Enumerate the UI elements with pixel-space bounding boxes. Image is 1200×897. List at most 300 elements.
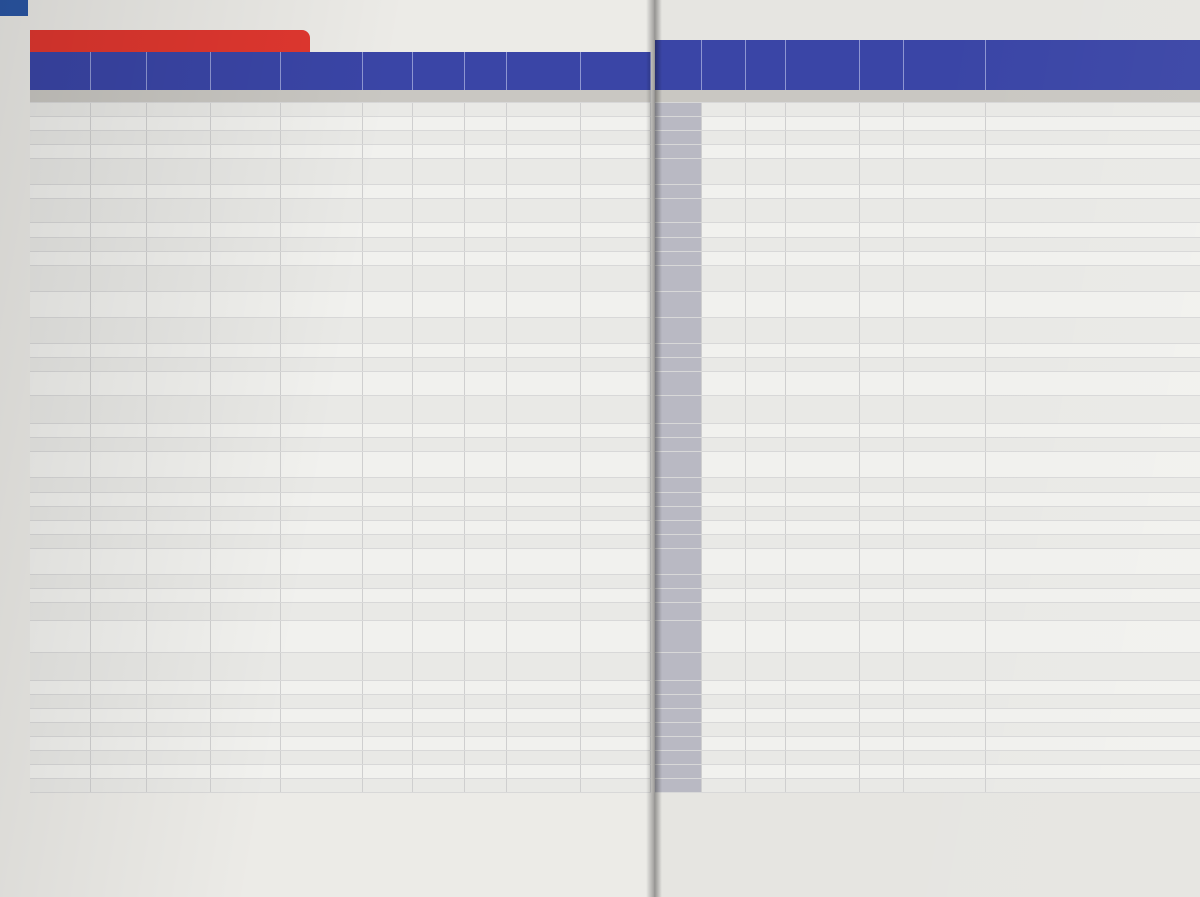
region-spacer <box>655 90 1200 102</box>
cell-prec <box>210 534 280 548</box>
cell-lat <box>30 158 90 184</box>
cell-le <box>506 237 580 251</box>
cell-prec <box>210 477 280 492</box>
cell-info <box>985 237 1200 251</box>
left-column-header <box>362 52 412 90</box>
cell-prec <box>210 506 280 520</box>
cell-info <box>985 708 1200 722</box>
cell-name <box>146 423 210 437</box>
cell-le <box>506 708 580 722</box>
cell-date <box>903 437 985 451</box>
cell-fond <box>745 778 785 792</box>
cell-poids <box>412 736 464 750</box>
cell-prec <box>210 144 280 158</box>
cell-bra <box>701 722 745 736</box>
cell-le <box>506 423 580 437</box>
cell-le <box>506 722 580 736</box>
cell-nat <box>362 251 412 265</box>
cell-lon <box>90 520 146 534</box>
cell-date <box>903 506 985 520</box>
cell-type <box>280 602 362 620</box>
table-row <box>30 750 650 764</box>
cell-date <box>903 395 985 423</box>
cell-date <box>903 251 985 265</box>
cell-bra <box>701 534 745 548</box>
cell-type <box>280 652 362 680</box>
cell-nat <box>785 371 859 395</box>
table-row <box>655 680 1200 694</box>
cell-lat <box>30 222 90 237</box>
cell-lo <box>464 357 506 371</box>
cell-poids <box>412 750 464 764</box>
cell-lat <box>30 102 90 116</box>
cell-lat <box>30 708 90 722</box>
table-row <box>30 222 650 237</box>
cell-name <box>146 395 210 423</box>
table-row <box>655 750 1200 764</box>
table-row <box>655 477 1200 492</box>
cell-info <box>985 620 1200 652</box>
cell-name <box>146 534 210 548</box>
cell-lo <box>464 198 506 222</box>
cell-nat <box>785 251 859 265</box>
right-table-body <box>655 90 1200 792</box>
cell-ori <box>859 574 903 588</box>
cell-prec <box>210 620 280 652</box>
cell-type <box>280 451 362 477</box>
cell-fond <box>745 492 785 506</box>
cell-lat <box>30 492 90 506</box>
cell-le <box>506 198 580 222</box>
cell-prec <box>210 237 280 251</box>
cell-lon <box>90 680 146 694</box>
cell-lon <box>90 371 146 395</box>
cell-prec <box>210 395 280 423</box>
cell-date <box>903 291 985 317</box>
cell-nat <box>362 492 412 506</box>
cell-lo <box>464 437 506 451</box>
cell-lon <box>90 144 146 158</box>
cell-lat <box>30 130 90 144</box>
cell-lo <box>464 343 506 357</box>
cell-lat <box>30 620 90 652</box>
cell-nat <box>785 602 859 620</box>
cell-bra <box>701 437 745 451</box>
cell-fond <box>745 116 785 130</box>
cell-date <box>903 574 985 588</box>
cell-lat <box>30 144 90 158</box>
cell-la <box>580 708 650 722</box>
cell-info <box>985 492 1200 506</box>
cell-le <box>506 343 580 357</box>
cell-ori <box>859 506 903 520</box>
cell-le <box>506 222 580 237</box>
cell-ori <box>859 708 903 722</box>
cell-lo <box>464 265 506 291</box>
cell-ori <box>859 602 903 620</box>
cell-fond <box>745 574 785 588</box>
cell-nat <box>362 548 412 574</box>
right-column-header <box>701 40 745 90</box>
cell-poids <box>412 694 464 708</box>
cell-le <box>506 451 580 477</box>
cell-type <box>280 371 362 395</box>
cell-lat <box>30 520 90 534</box>
table-row <box>655 736 1200 750</box>
cell-poids <box>412 548 464 574</box>
cell-poids <box>412 534 464 548</box>
cell-ori <box>859 130 903 144</box>
cell-nat <box>362 574 412 588</box>
cell-bra <box>701 130 745 144</box>
cell-lon <box>90 778 146 792</box>
cell-nat <box>362 506 412 520</box>
cell-prec <box>210 343 280 357</box>
right-table-header <box>655 40 1200 90</box>
cell-le <box>506 694 580 708</box>
cell-la <box>580 520 650 534</box>
cell-nat <box>362 708 412 722</box>
table-row <box>30 722 650 736</box>
cell-prec <box>210 371 280 395</box>
cell-nat <box>362 620 412 652</box>
table-row <box>30 437 650 451</box>
table-row <box>30 778 650 792</box>
cell-nat <box>362 750 412 764</box>
cell-ori <box>859 451 903 477</box>
table-row <box>30 652 650 680</box>
cell-le <box>506 492 580 506</box>
cell-le <box>506 736 580 750</box>
cell-nat <box>362 265 412 291</box>
cell-nat <box>362 534 412 548</box>
table-row <box>655 694 1200 708</box>
cell-bra <box>701 451 745 477</box>
cell-la <box>580 144 650 158</box>
cell-date <box>903 694 985 708</box>
cell-poids <box>412 237 464 251</box>
cell-type <box>280 588 362 602</box>
cell-prec <box>210 222 280 237</box>
cell-lo <box>464 477 506 492</box>
cell-type <box>280 520 362 534</box>
cell-nat <box>785 144 859 158</box>
cell-nat <box>785 477 859 492</box>
table-row <box>655 652 1200 680</box>
cell-prec <box>210 184 280 198</box>
cell-lon <box>90 534 146 548</box>
cell-lon <box>90 291 146 317</box>
table-row <box>30 102 650 116</box>
cell-date <box>903 764 985 778</box>
cell-lon <box>90 158 146 184</box>
cell-poids <box>412 102 464 116</box>
cell-nat <box>785 548 859 574</box>
cell-lon <box>90 477 146 492</box>
cell-ori <box>859 548 903 574</box>
cell-ori <box>859 694 903 708</box>
cell-la <box>580 602 650 620</box>
cell-prec <box>210 694 280 708</box>
cell-lat <box>30 198 90 222</box>
cell-lo <box>464 423 506 437</box>
cell-info <box>985 534 1200 548</box>
cell-ori <box>859 291 903 317</box>
cell-nat <box>785 520 859 534</box>
cell-lo <box>464 144 506 158</box>
cell-lon <box>90 437 146 451</box>
cell-poids <box>412 708 464 722</box>
cell-info <box>985 198 1200 222</box>
cell-la <box>580 534 650 548</box>
cell-type <box>280 102 362 116</box>
cell-bra <box>701 680 745 694</box>
cell-info <box>985 588 1200 602</box>
cell-date <box>903 477 985 492</box>
cell-ori <box>859 102 903 116</box>
cell-la <box>580 371 650 395</box>
cell-date <box>903 265 985 291</box>
cell-nat <box>362 451 412 477</box>
cell-prec <box>210 548 280 574</box>
cell-fond <box>745 317 785 343</box>
cell-name <box>146 357 210 371</box>
cell-bra <box>701 343 745 357</box>
table-row <box>655 237 1200 251</box>
cell-ori <box>859 680 903 694</box>
cell-nat <box>785 750 859 764</box>
cell-name <box>146 750 210 764</box>
cell-date <box>903 778 985 792</box>
cell-ori <box>859 423 903 437</box>
cell-date <box>903 750 985 764</box>
cell-nat <box>785 222 859 237</box>
cell-prec <box>210 102 280 116</box>
cell-date <box>903 184 985 198</box>
cell-lat <box>30 764 90 778</box>
table-row <box>30 423 650 437</box>
cell-fond <box>745 184 785 198</box>
cell-fond <box>745 251 785 265</box>
cell-name <box>146 520 210 534</box>
cell-info <box>985 317 1200 343</box>
cell-info <box>985 680 1200 694</box>
cell-date <box>903 451 985 477</box>
cell-date <box>903 708 985 722</box>
cell-lat <box>30 548 90 574</box>
table-row <box>655 102 1200 116</box>
cell-info <box>985 116 1200 130</box>
cell-prec <box>210 722 280 736</box>
cell-lon <box>90 116 146 130</box>
cell-nat <box>362 237 412 251</box>
table-row <box>655 116 1200 130</box>
cell-name <box>146 477 210 492</box>
cell-le <box>506 437 580 451</box>
table-row <box>655 451 1200 477</box>
cell-lat <box>30 574 90 588</box>
cell-type <box>280 158 362 184</box>
table-row <box>30 534 650 548</box>
cell-la <box>580 778 650 792</box>
cell-poids <box>412 722 464 736</box>
region-row-right <box>655 90 1200 102</box>
cell-lon <box>90 357 146 371</box>
cell-date <box>903 116 985 130</box>
cell-nat <box>362 343 412 357</box>
right-column-header <box>903 40 985 90</box>
cell-fond <box>745 722 785 736</box>
right-column-header <box>859 40 903 90</box>
cell-type <box>280 317 362 343</box>
cell-nat <box>785 694 859 708</box>
cell-poids <box>412 116 464 130</box>
cell-name <box>146 764 210 778</box>
left-column-header <box>464 52 506 90</box>
cell-le <box>506 506 580 520</box>
cell-poids <box>412 437 464 451</box>
cell-lo <box>464 184 506 198</box>
cell-lat <box>30 317 90 343</box>
cell-lat <box>30 237 90 251</box>
cell-ori <box>859 437 903 451</box>
cell-name <box>146 778 210 792</box>
table-row <box>30 291 650 317</box>
table-row <box>30 451 650 477</box>
cell-la <box>580 620 650 652</box>
cell-date <box>903 736 985 750</box>
left-table-header <box>30 52 650 90</box>
table-row <box>655 357 1200 371</box>
cell-bra <box>701 548 745 574</box>
table-row <box>655 317 1200 343</box>
cell-ori <box>859 371 903 395</box>
cell-lat <box>30 371 90 395</box>
cell-poids <box>412 184 464 198</box>
cell-type <box>280 492 362 506</box>
table-row <box>30 708 650 722</box>
cell-le <box>506 291 580 317</box>
cell-ori <box>859 520 903 534</box>
cell-lat <box>30 477 90 492</box>
cell-bra <box>701 158 745 184</box>
cell-info <box>985 602 1200 620</box>
cell-nat <box>785 534 859 548</box>
cell-la <box>580 158 650 184</box>
cell-lon <box>90 694 146 708</box>
cell-info <box>985 251 1200 265</box>
cell-lon <box>90 451 146 477</box>
cell-name <box>146 130 210 144</box>
cell-lon <box>90 343 146 357</box>
cell-la <box>580 265 650 291</box>
cell-info <box>985 158 1200 184</box>
cell-name <box>146 116 210 130</box>
cell-info <box>985 736 1200 750</box>
cell-nat <box>362 102 412 116</box>
cell-date <box>903 520 985 534</box>
cell-fond <box>745 395 785 423</box>
cell-lon <box>90 602 146 620</box>
cell-info <box>985 395 1200 423</box>
cell-ori <box>859 620 903 652</box>
table-row <box>655 144 1200 158</box>
cell-nat <box>362 764 412 778</box>
cell-lon <box>90 764 146 778</box>
cell-prec <box>210 588 280 602</box>
cell-name <box>146 588 210 602</box>
cell-ori <box>859 251 903 265</box>
cell-nat <box>785 437 859 451</box>
cell-nat <box>785 492 859 506</box>
cell-nat <box>362 116 412 130</box>
cell-lat <box>30 506 90 520</box>
cell-fond <box>745 694 785 708</box>
cell-nat <box>785 265 859 291</box>
region-row <box>30 90 650 102</box>
table-row <box>655 222 1200 237</box>
cell-lat <box>30 291 90 317</box>
cell-fond <box>745 534 785 548</box>
cell-la <box>580 130 650 144</box>
cell-le <box>506 588 580 602</box>
cell-bra <box>701 357 745 371</box>
cell-lat <box>30 395 90 423</box>
cell-info <box>985 750 1200 764</box>
cell-bra <box>701 652 745 680</box>
cell-name <box>146 198 210 222</box>
cell-la <box>580 423 650 437</box>
cell-lat <box>30 184 90 198</box>
cell-fond <box>745 198 785 222</box>
cell-poids <box>412 423 464 437</box>
cell-prec <box>210 198 280 222</box>
cell-la <box>580 102 650 116</box>
cell-ori <box>859 750 903 764</box>
cell-bra <box>701 291 745 317</box>
cell-nat <box>785 291 859 317</box>
cell-info <box>985 102 1200 116</box>
cell-la <box>580 652 650 680</box>
cell-le <box>506 778 580 792</box>
cell-nat <box>785 574 859 588</box>
cell-prec <box>210 317 280 343</box>
cell-prec <box>210 680 280 694</box>
cell-lo <box>464 574 506 588</box>
cell-fond <box>745 750 785 764</box>
cell-nat <box>785 158 859 184</box>
cell-nat <box>362 736 412 750</box>
cell-name <box>146 222 210 237</box>
cell-name <box>146 652 210 680</box>
cell-lat <box>30 680 90 694</box>
cell-bra <box>701 265 745 291</box>
cell-fond <box>745 423 785 437</box>
cell-bra <box>701 423 745 437</box>
cell-date <box>903 222 985 237</box>
table-row <box>30 506 650 520</box>
cell-fond <box>745 291 785 317</box>
cell-la <box>580 548 650 574</box>
cell-le <box>506 574 580 588</box>
cell-la <box>580 492 650 506</box>
left-column-header <box>90 52 146 90</box>
right-gps-table <box>655 40 1200 793</box>
cell-nat <box>362 588 412 602</box>
cell-le <box>506 750 580 764</box>
cell-type <box>280 548 362 574</box>
cell-prec <box>210 291 280 317</box>
